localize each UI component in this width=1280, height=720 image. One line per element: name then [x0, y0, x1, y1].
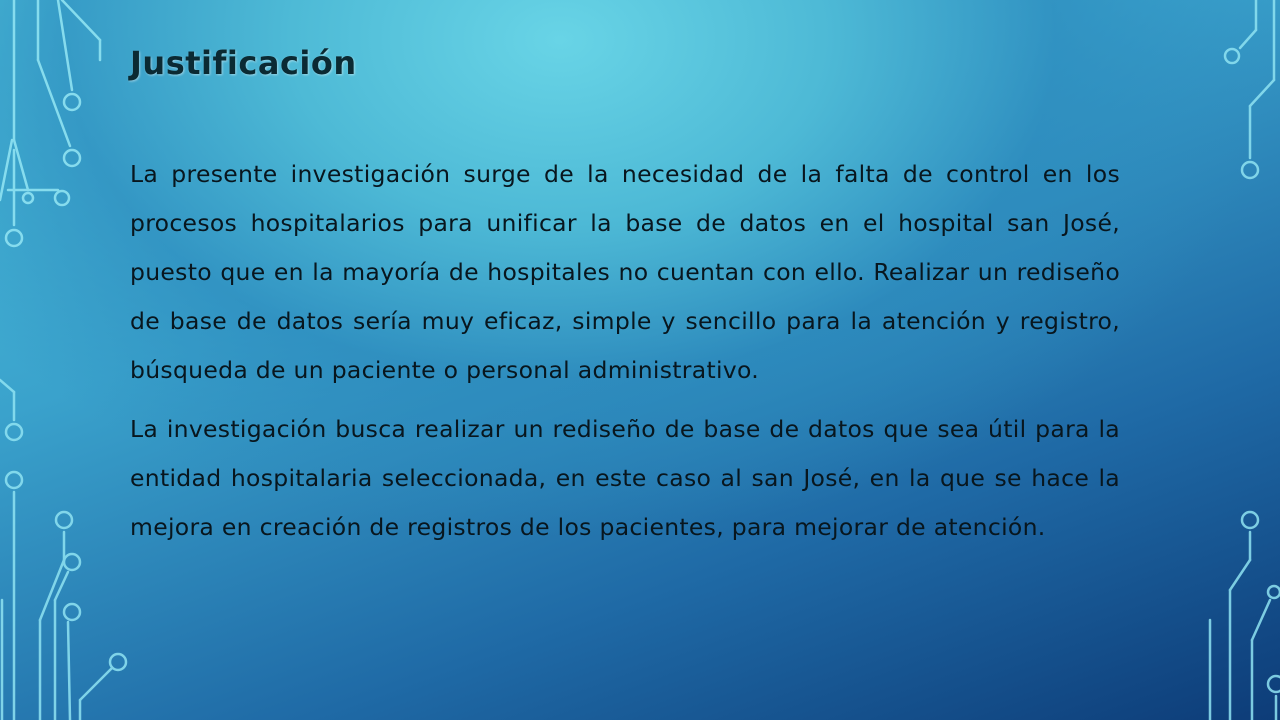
- paragraph-1: La presente investigación surge de la necesidad de la falta de control en los procesos hospitalarios para unificar la base de datos en el hospital san José, puesto que en la mayoría de hospitales no cuentan con ello. Realizar un rediseño de base de datos sería muy eficaz, simple y sencillo para la atención y registro, búsqueda de un paciente o personal administrativo.: [130, 160, 1120, 384]
- circuit-decoration-left: [0, 0, 130, 720]
- slide-body: [130, 150, 1120, 562]
- circuit-decoration-right: [1190, 0, 1280, 720]
- slide-title: Justificación: [130, 44, 357, 82]
- paragraph-2: La investigación busca realizar un rediseño de base de datos que sea útil para la entidad hospitalaria seleccionada, en este caso al san José, en la que se hace la mejora en creación de registros de los pacientes, para mejorar de atención.: [130, 415, 1120, 541]
